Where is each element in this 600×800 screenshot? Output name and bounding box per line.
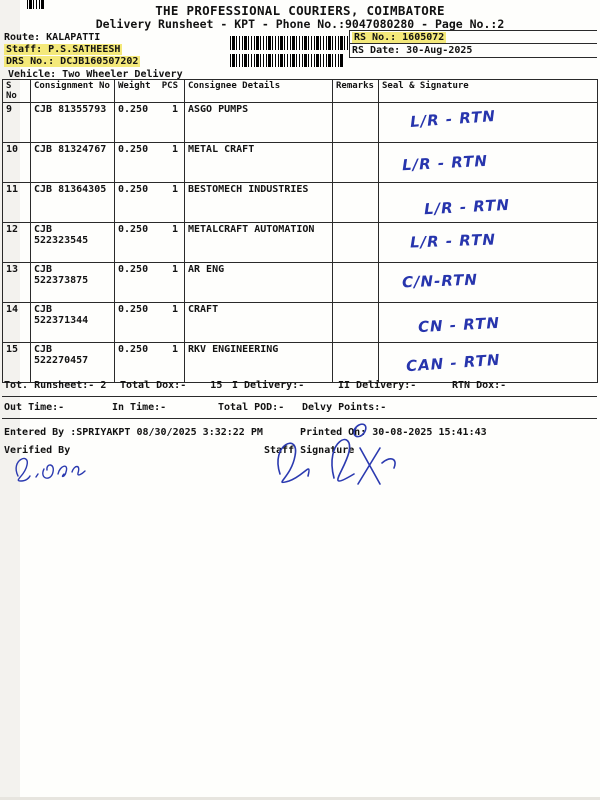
staff-signature-label: Staff Signature — [264, 445, 355, 456]
weight-cell: 0.250 — [115, 143, 159, 183]
rs-no-label: RS No.: 1605072 — [354, 32, 445, 43]
seal-signature-cell — [379, 143, 598, 183]
pcs-cell: 1 — [159, 343, 185, 383]
seal-signature-cell — [379, 183, 598, 223]
consignee-cell: METALCRAFT AUTOMATION — [185, 223, 333, 263]
remarks-cell — [333, 303, 379, 343]
weight-cell: 0.250 — [115, 263, 159, 303]
consignee-cell: CRAFT — [185, 303, 333, 343]
in-time-label: In Time:- — [112, 402, 167, 413]
remarks-cell — [333, 183, 379, 223]
consignment-cell: CJB 522323545 — [31, 223, 115, 263]
col-header-pcs: PCS — [159, 80, 185, 103]
handwritten-seal-note: L/R - RTN — [423, 195, 511, 219]
remarks-cell — [333, 263, 379, 303]
seal-signature-cell — [379, 223, 598, 263]
sno-cell: 13 — [3, 263, 31, 303]
rs-no-row — [350, 30, 597, 44]
page-subtitle: Delivery Runsheet - KPT - Phone No.:9047080280 - Page No.:2 — [95, 17, 505, 31]
route-label: Route: KALAPATTI — [4, 32, 101, 43]
col-header-consignee: Consignee Details — [185, 80, 333, 103]
table-row — [3, 223, 598, 263]
remarks-cell — [333, 343, 379, 383]
pcs-cell: 1 — [159, 143, 185, 183]
table-row — [3, 343, 598, 383]
col-header-weight: Weight — [115, 80, 159, 103]
handwritten-seal-note: CN - RTN — [417, 313, 501, 337]
divider — [2, 396, 597, 397]
rs-barcode-icon — [230, 36, 348, 50]
table-header-row — [3, 80, 598, 103]
runsheet-table — [2, 79, 598, 383]
consignee-cell: ASGO PUMPS — [185, 103, 333, 143]
staff-signature-scribble — [262, 418, 412, 498]
rtn-dox-label: RTN Dox:- — [452, 380, 507, 391]
sno-cell: 10 — [3, 143, 31, 183]
remarks-cell — [333, 223, 379, 263]
table-row — [3, 303, 598, 343]
handwritten-seal-note: CAN - RTN — [405, 350, 502, 376]
consignment-cell: CJB 81364305 — [31, 183, 115, 223]
staff-label — [4, 44, 122, 55]
pcs-cell: 1 — [159, 223, 185, 263]
seal-signature-cell — [379, 103, 598, 143]
weight-cell: 0.250 — [115, 103, 159, 143]
weight-cell: 0.250 — [115, 343, 159, 383]
total-pod-label: Total POD:- — [218, 402, 285, 413]
table-row — [3, 183, 598, 223]
staff-highlight: Staff: P.S.SATHEESH — [6, 44, 121, 55]
sno-cell: 11 — [3, 183, 31, 223]
consignee-cell: BESTOMECH INDUSTRIES — [185, 183, 333, 223]
i-delivery-label: I Delivery:- — [232, 380, 305, 391]
seal-signature-cell — [379, 263, 598, 303]
sno-cell: 12 — [3, 223, 31, 263]
col-header-consignment: Consignment No — [31, 80, 115, 103]
sno-cell: 9 — [3, 103, 31, 143]
weight-cell: 0.250 — [115, 303, 159, 343]
table-row — [3, 143, 598, 183]
seal-signature-cell — [379, 303, 598, 343]
pcs-cell: 1 — [159, 263, 185, 303]
delvy-points-label: Delvy Points:- — [302, 402, 387, 413]
consignment-cell: CJB 81324767 — [31, 143, 115, 183]
handwritten-seal-note: L/R - RTN — [401, 151, 489, 175]
rs-date-label: RS Date: 30-Aug-2025 — [350, 44, 597, 58]
pcs-cell: 1 — [159, 303, 185, 343]
out-time-label: Out Time:- — [4, 402, 65, 413]
table-row — [3, 263, 598, 303]
sno-cell: 15 — [3, 343, 31, 383]
sno-cell: 14 — [3, 303, 31, 343]
col-header-sno: S No — [3, 80, 31, 103]
weight-cell: 0.250 — [115, 223, 159, 263]
drs-highlight: DRS No.: DCJB160507202 — [6, 56, 139, 67]
seal-signature-cell — [379, 343, 598, 383]
consignee-cell: AR ENG — [185, 263, 333, 303]
consignee-cell: METAL CRAFT — [185, 143, 333, 183]
drs-barcode-icon — [230, 54, 344, 67]
entered-by-label: Entered By :SPRIYAKPT 08/30/2025 3:32:22 PM — [4, 427, 263, 438]
remarks-cell — [333, 143, 379, 183]
ii-delivery-label: II Delivery:- — [338, 380, 417, 391]
vehicle-label: Vehicle: Two Wheeler Delivery — [8, 69, 183, 80]
verified-by-label: Verified By — [4, 445, 71, 456]
pcs-cell: 1 — [159, 183, 185, 223]
table-row — [3, 103, 598, 143]
handwritten-seal-note: L/R - RTN — [409, 230, 497, 252]
verified-by-signature — [6, 450, 106, 490]
drs-no-label — [4, 56, 140, 67]
pcs-cell: 1 — [159, 103, 185, 143]
remarks-cell — [333, 103, 379, 143]
col-header-seal: Seal & Signature — [379, 80, 598, 103]
col-header-remarks: Remarks — [333, 80, 379, 103]
total-dox-label: Total Dox:- 15 — [120, 380, 223, 391]
rs-info-box — [349, 30, 597, 58]
consignee-cell: RKV ENGINEERING — [185, 343, 333, 383]
printed-on-label: Printed On: 30-08-2025 15:41:43 — [300, 427, 487, 438]
consignment-cell: CJB 522270457 — [31, 343, 115, 383]
consignment-cell: CJB 81355793 — [31, 103, 115, 143]
page-title: THE PROFESSIONAL COURIERS, COIMBATORE — [155, 3, 445, 18]
consignment-cell: CJB 522373875 — [31, 263, 115, 303]
weight-cell: 0.250 — [115, 183, 159, 223]
handwritten-seal-note: L/R - RTN — [409, 107, 497, 131]
consignment-cell: CJB 522371344 — [31, 303, 115, 343]
handwritten-seal-note: C/N-RTN — [401, 270, 479, 292]
tot-runsheet-label: Tot. Runsheet:- 2 — [4, 380, 107, 391]
